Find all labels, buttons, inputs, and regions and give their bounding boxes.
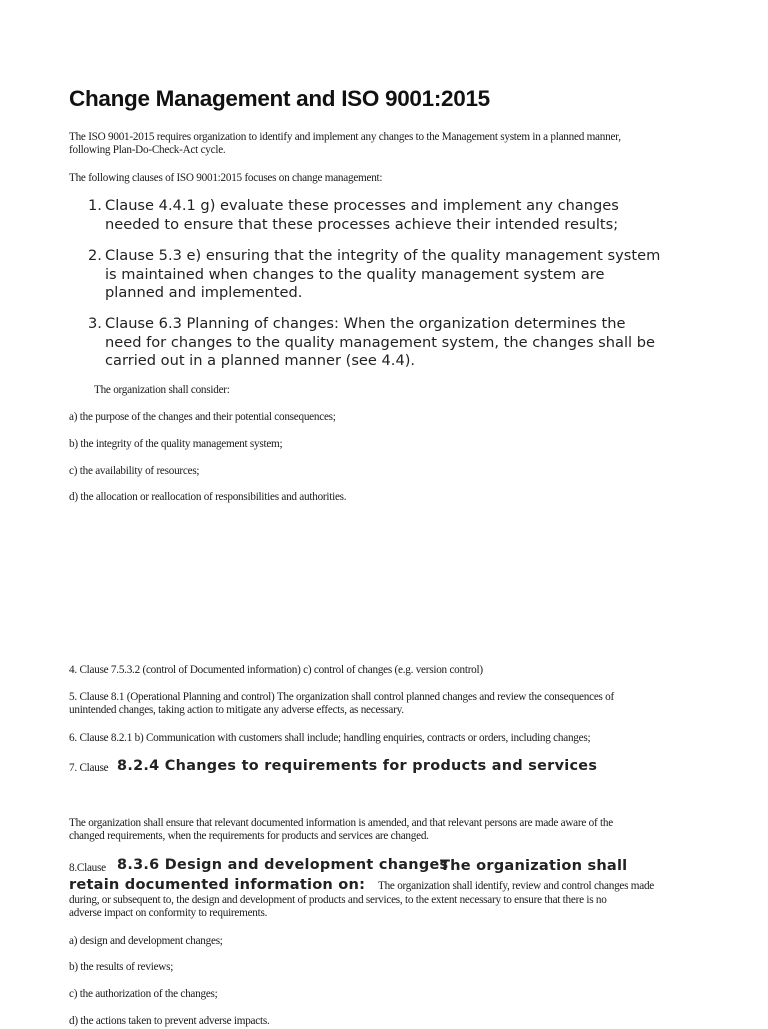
intro-line-1: The ISO 9001-2015 requires organization to identify and implement any changes to the Management system in a planned manner,	[69, 131, 621, 143]
list-item-number: 3.	[88, 315, 102, 332]
list-line: Clause 5.3 e) ensuring that the integrity of the quality management system	[105, 247, 661, 264]
list-line: planned and implemented.	[105, 284, 303, 301]
clause-8-prefix: 8.Clause	[69, 862, 106, 874]
clause-4: 4. Clause 7.5.3.2 (control of Documented information) c) control of changes (e.g. version control)	[69, 664, 483, 676]
clause-7-body-2: changed requirements, when the requirements for products and services are changed.	[69, 830, 429, 842]
intro-line-2: following Plan-Do-Check-Act cycle.	[69, 144, 226, 156]
retain-item: a) design and development changes;	[69, 935, 223, 947]
clause-8-heading-1: 8.3.6 Design and development changes	[117, 857, 449, 873]
list-line: Clause 4.4.1 g) evaluate these processes and implement any changes	[105, 197, 619, 214]
clause-5-line-1: 5. Clause 8.1 (Operational Planning and control) The organization shall control planned changes and review the consequences of	[69, 691, 614, 703]
clause-7-heading: 8.2.4 Changes to requirements for products and services	[117, 758, 598, 774]
consider-item: c) the availability of resources;	[69, 465, 200, 477]
consider-item: d) the allocation or reallocation of responsibilities and authorities.	[69, 491, 347, 503]
clause-8-body-2: during, or subsequent to, the design and development of products and services, to the extent necessary to ensure that there is no	[69, 894, 607, 906]
list-item-text	[105, 197, 701, 234]
document-title: Change Management and ISO 9001:2015	[69, 86, 490, 111]
retain-item: d) the actions taken to prevent adverse impacts.	[69, 1015, 270, 1027]
consider-intro: The organization shall consider:	[94, 384, 230, 396]
list-line: needed to ensure that these processes achieve their intended results;	[105, 215, 619, 233]
clause-8-body-1: The organization shall identify, review and control changes made	[378, 880, 655, 892]
list-item-text	[105, 315, 701, 371]
clause-8-heading-3: retain documented information on:	[69, 876, 366, 893]
clause-8-body-3: adverse impact on conformity to requirements.	[69, 907, 268, 919]
clause-6: 6. Clause 8.2.1 b) Communication with customers shall include; handling enquiries, contracts or orders, including changes;	[69, 732, 591, 744]
consider-item: b) the integrity of the quality management system;	[69, 438, 283, 450]
list-line: is maintained when changes to the quality management system are	[105, 265, 605, 283]
retain-item: c) the authorization of the changes;	[69, 988, 218, 1000]
list-line: carried out in a planned manner (see 4.4).	[105, 352, 416, 369]
list-line: need for changes to the quality management system, the changes shall be	[105, 333, 655, 351]
clause-7-prefix: 7. Clause	[69, 762, 109, 774]
retain-item: b) the results of reviews;	[69, 961, 174, 973]
list-item-number: 1.	[88, 197, 102, 214]
list-item-number: 2.	[88, 247, 102, 264]
clauses-intro: The following clauses of ISO 9001:2015 focuses on change management:	[69, 172, 383, 184]
list-item-text	[105, 247, 701, 303]
clause-8-heading-2: The organization shall	[440, 857, 628, 874]
clause-7-body-1: The organization shall ensure that relevant documented information is amended, and that relevant persons are made aware of the	[69, 817, 613, 829]
clause-5-line-2: unintended changes, taking action to mitigate any adverse effects, as necessary.	[69, 704, 404, 716]
list-line: Clause 6.3 Planning of changes: When the organization determines the	[105, 315, 626, 332]
consider-item: a) the purpose of the changes and their potential consequences;	[69, 411, 336, 423]
